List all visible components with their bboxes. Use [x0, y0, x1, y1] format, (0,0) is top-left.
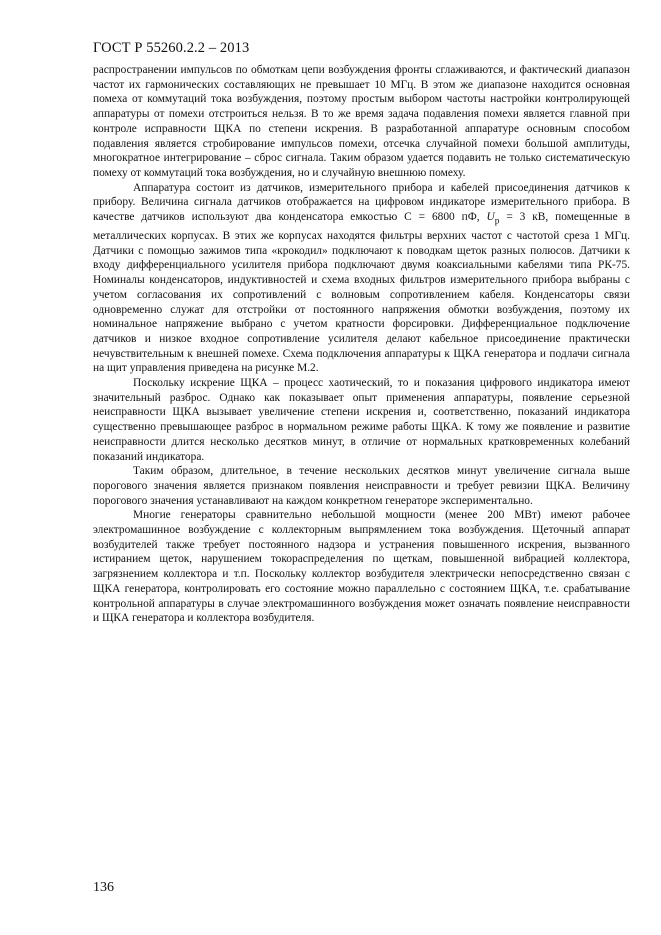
- paragraph-apparatus: [93, 181, 630, 376]
- paragraph-apparatus-text-2: = 3 кВ, помещенные в металлических корпусах. В этих же корпусах находятся фильтры верхних частот с частотой среза 1 МГц. Датчики с помощью зажимов типа «крокодил» подключают к поводкам щеток разных полюсов. Датчики к входу дифференциального усилителя прибора подключают двумя коаксиальными кабелями типа РК-75. Номиналы конденсаторов, индуктивностей и схема входных фильтров измерительного прибора выбраны с учетом согласования их сопротивлений с волновым сопротивлением кабеля. Конденсаторы связи одновременно служат для отстройки от постоянного напряжения обмотки возбуждения, поэтому их номинальное напряжение выбрано с учетом кратности форсировки. Дифференциальное подключение датчиков и низкое входное сопротивление усилителя делают кабельное присоединение практически нечувствительным к внешней помехе. Схема подключения аппаратуры к ЩКА генератора и подлачи сигнала на щит управления приведена на рисунке М.2.: [93, 211, 630, 375]
- paragraph-chaotic-sparking: Поскольку искрение ЩКА – процесс хаотический, то и показания цифрового индикатора имеют значительный разброс. Однако как показывает опыт применения аппаратуры, появление серьезной неисправности ЩКА вызывает увеличение степени искрения и, соответственно, показаний индикатора существенно превышающее разброс в нормальном режиме работы ЩКА. К тому же появление и развитие неисправности длится несколько десятков минут, в отличие от нормальных кратковременных колебаний показаний индикатора.: [93, 377, 630, 463]
- body-text: [93, 63, 630, 626]
- document-header: ГОСТ Р 55260.2.2 – 2013: [93, 40, 250, 56]
- voltage-subscript: р: [494, 216, 500, 227]
- paragraph-continuation: распространении импульсов по обмоткам цепи возбуждения фронты сглаживаются, и фактический диапазон частот их гармонических составляющих не превышает 10 МГц. В этом же диапазоне находится основная помеха от коммутаций тока возбуждения, поэтому простым выбором частоты настройки контролирующей аппаратуры от помехи отстроиться нельзя. В то же время задача подавления помехи является главной при контроле исправности ЩКА по степени искрения. В разработанной аппаратуре основным способом подавления является стробирование импульсов помехи, отсечка случайной помехи большой амплитуды, многократное интегрирование – сброс сигнала. Таким образом удается подавить не только систематическую помеху от коммутаций тока возбуждения, но и случайную внешнюю помеху.: [93, 64, 630, 179]
- voltage-symbol: U: [486, 211, 495, 224]
- paragraph-threshold: Таким образом, длительное, в течение нескольких десятков минут увеличение сигнала выше порогового значения является признаком появления неисправности и требует ревизии ЩКА. Величину порогового значения устанавливают на каждом конкретном генераторе экспериментально.: [93, 465, 630, 507]
- paragraph-generators: Многие генераторы сравнительно небольшой мощности (менее 200 МВт) имеют рабочее электромашинное возбуждение с коллекторным выпрямлением тока возбуждения. Щеточный аппарат возбудителей также требует постоянного надзора и устранения повышенного искрения, вызванного истиранием щеток, нарушением токораспределения по щеткам, повышенной вибрацией коллектора, загрязнением коллектора и т.п. Поскольку коллектор возбудителя электрически непосредственно связан с ЩКА генератора, контролировать его состояние можно параллельно с состоянием ЩКА, т.е. срабатывание контрольной аппаратуры в случае электромашинного возбуждения может означать появление неисправности и ЩКА генератора и коллектора возбудителя.: [93, 509, 630, 625]
- paragraph-apparatus-text-1: Аппаратура состоит из датчиков, измерительного прибора и кабелей присоединения датчиков к прибору. Величина сигнала датчиков отображается на цифровом индикаторе измерительного прибора. В качестве датчиков используют два конденсатора емкостью С = 6800 пФ,: [93, 181, 630, 224]
- page-number: 136: [93, 880, 114, 895]
